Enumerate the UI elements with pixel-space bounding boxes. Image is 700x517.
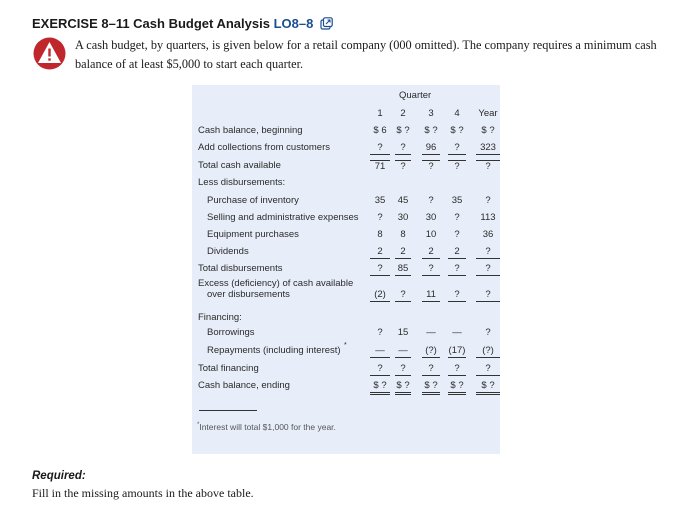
table-cell: 30 bbox=[425, 212, 437, 223]
row-label: Add collections from customers bbox=[198, 142, 330, 153]
table-cell: $ ? bbox=[481, 125, 495, 136]
row-label: Financing: bbox=[198, 312, 242, 323]
table-cell: — bbox=[395, 345, 411, 358]
table-cell: $ ? bbox=[395, 380, 411, 395]
table-cell: 96 bbox=[422, 142, 440, 155]
row-label: Excess (deficiency) of cash available bbox=[198, 278, 354, 289]
table-cell: 113 bbox=[480, 212, 496, 223]
row-label: Total disbursements bbox=[198, 263, 283, 274]
table-cell: ? bbox=[370, 142, 390, 155]
column-header: 4 bbox=[454, 108, 460, 119]
table-cell: ? bbox=[395, 289, 411, 302]
table-cell: ? bbox=[448, 142, 466, 155]
table-cell: ? bbox=[448, 289, 466, 302]
table-cell: 71 bbox=[370, 160, 390, 173]
row-label: Total financing bbox=[198, 363, 259, 374]
table-cell: 11 bbox=[422, 289, 440, 302]
exercise-title bbox=[32, 16, 333, 31]
table-cell: ? bbox=[428, 195, 434, 206]
table-cell: 2 bbox=[395, 246, 411, 259]
table-cell: ? bbox=[485, 195, 491, 206]
footnote-marker: * bbox=[344, 342, 347, 349]
table-cell: 85 bbox=[395, 263, 411, 276]
table-cell: ? bbox=[454, 212, 460, 223]
interest-footnote: *Interest will total $1,000 for the year. bbox=[197, 422, 336, 432]
quarter-header: Quarter bbox=[399, 90, 432, 101]
footnote-text: Interest will total $1,000 for the year. bbox=[199, 422, 336, 432]
table-cell: ? bbox=[454, 229, 460, 240]
table-cell: 2 bbox=[370, 246, 390, 259]
table-cell: $ ? bbox=[448, 380, 466, 395]
table-cell: $ ? bbox=[422, 380, 440, 395]
required-instruction: Fill in the missing amounts in the above table. bbox=[32, 486, 254, 500]
row-label: Total cash available bbox=[198, 160, 281, 171]
table-cell: ? bbox=[476, 246, 500, 259]
table-cell: — bbox=[452, 327, 462, 338]
table-cell: ? bbox=[422, 363, 440, 376]
row-label: Cash balance, ending bbox=[198, 380, 290, 391]
table-cell: ? bbox=[422, 263, 440, 276]
row-label: Repayments (including interest) bbox=[207, 345, 341, 356]
table-cell: ? bbox=[476, 160, 500, 173]
table-cell: $ ? bbox=[450, 125, 464, 136]
table-cell: (?) bbox=[422, 345, 440, 358]
table-cell: ? bbox=[476, 289, 500, 302]
table-cell: — bbox=[426, 327, 436, 338]
required-heading: Required: bbox=[32, 470, 86, 482]
table-cell: 323 bbox=[476, 142, 500, 155]
footnote-divider bbox=[199, 410, 257, 411]
table-cell: 36 bbox=[482, 229, 494, 240]
table-cell: $ 6 bbox=[373, 125, 387, 136]
table-cell: 8 bbox=[377, 229, 383, 240]
row-label: Dividends bbox=[207, 246, 249, 257]
table-cell: (?) bbox=[476, 345, 500, 358]
table-cell: 35 bbox=[374, 195, 386, 206]
table-cell: ? bbox=[422, 160, 440, 173]
table-cell: 8 bbox=[400, 229, 406, 240]
row-label: Equipment purchases bbox=[207, 229, 299, 240]
table-cell: (2) bbox=[370, 289, 390, 302]
table-cell: — bbox=[370, 345, 390, 358]
warning-icon bbox=[33, 37, 66, 70]
table-cell: $ ? bbox=[396, 125, 410, 136]
row-label: Borrowings bbox=[207, 327, 255, 338]
column-header: Year bbox=[478, 108, 498, 119]
learning-objective-link[interactable]: LO8–8 bbox=[273, 16, 314, 31]
table-cell: (17) bbox=[448, 345, 466, 356]
row-label: Selling and administrative expenses bbox=[207, 212, 359, 223]
table-cell: $ ? bbox=[476, 380, 500, 395]
table-cell: ? bbox=[395, 160, 411, 173]
exercise-description: A cash budget, by quarters, is given below for a retail company (000 omitted). The company requires a minimum cash balance of at least $5,000 to start each quarter. bbox=[75, 38, 657, 71]
column-header: 3 bbox=[428, 108, 434, 119]
table-cell: ? bbox=[370, 363, 390, 376]
table-cell: ? bbox=[476, 363, 500, 376]
exercise-heading: EXERCISE 8–11 Cash Budget Analysis bbox=[32, 16, 270, 31]
table-cell: ? bbox=[395, 142, 411, 155]
table-cell: 35 bbox=[451, 195, 463, 206]
table-cell: $ ? bbox=[370, 380, 390, 395]
table-cell: 15 bbox=[397, 327, 409, 338]
table-cell: 2 bbox=[422, 246, 440, 259]
table-cell: 45 bbox=[397, 195, 409, 206]
table-cell: ? bbox=[377, 327, 383, 338]
table-cell: ? bbox=[370, 263, 390, 276]
table-cell: 30 bbox=[397, 212, 409, 223]
table-cell: ? bbox=[448, 160, 466, 173]
table-cell: ? bbox=[377, 212, 383, 223]
column-header: 2 bbox=[400, 108, 406, 119]
table-cell: ? bbox=[395, 363, 411, 376]
table-cell: 2 bbox=[448, 246, 466, 259]
table-cell: ? bbox=[485, 327, 491, 338]
table-cell: ? bbox=[448, 263, 466, 276]
row-label: Less disbursements: bbox=[198, 177, 286, 188]
row-label: Cash balance, beginning bbox=[198, 125, 303, 136]
table-cell: $ ? bbox=[424, 125, 438, 136]
table-cell: ? bbox=[476, 263, 500, 276]
row-label-continued: over disbursements bbox=[207, 289, 290, 300]
table-cell: 10 bbox=[425, 229, 437, 240]
external-link-icon[interactable] bbox=[320, 17, 333, 30]
column-header: 1 bbox=[377, 108, 383, 119]
row-label: Purchase of inventory bbox=[207, 195, 299, 206]
table-cell: ? bbox=[448, 363, 466, 376]
